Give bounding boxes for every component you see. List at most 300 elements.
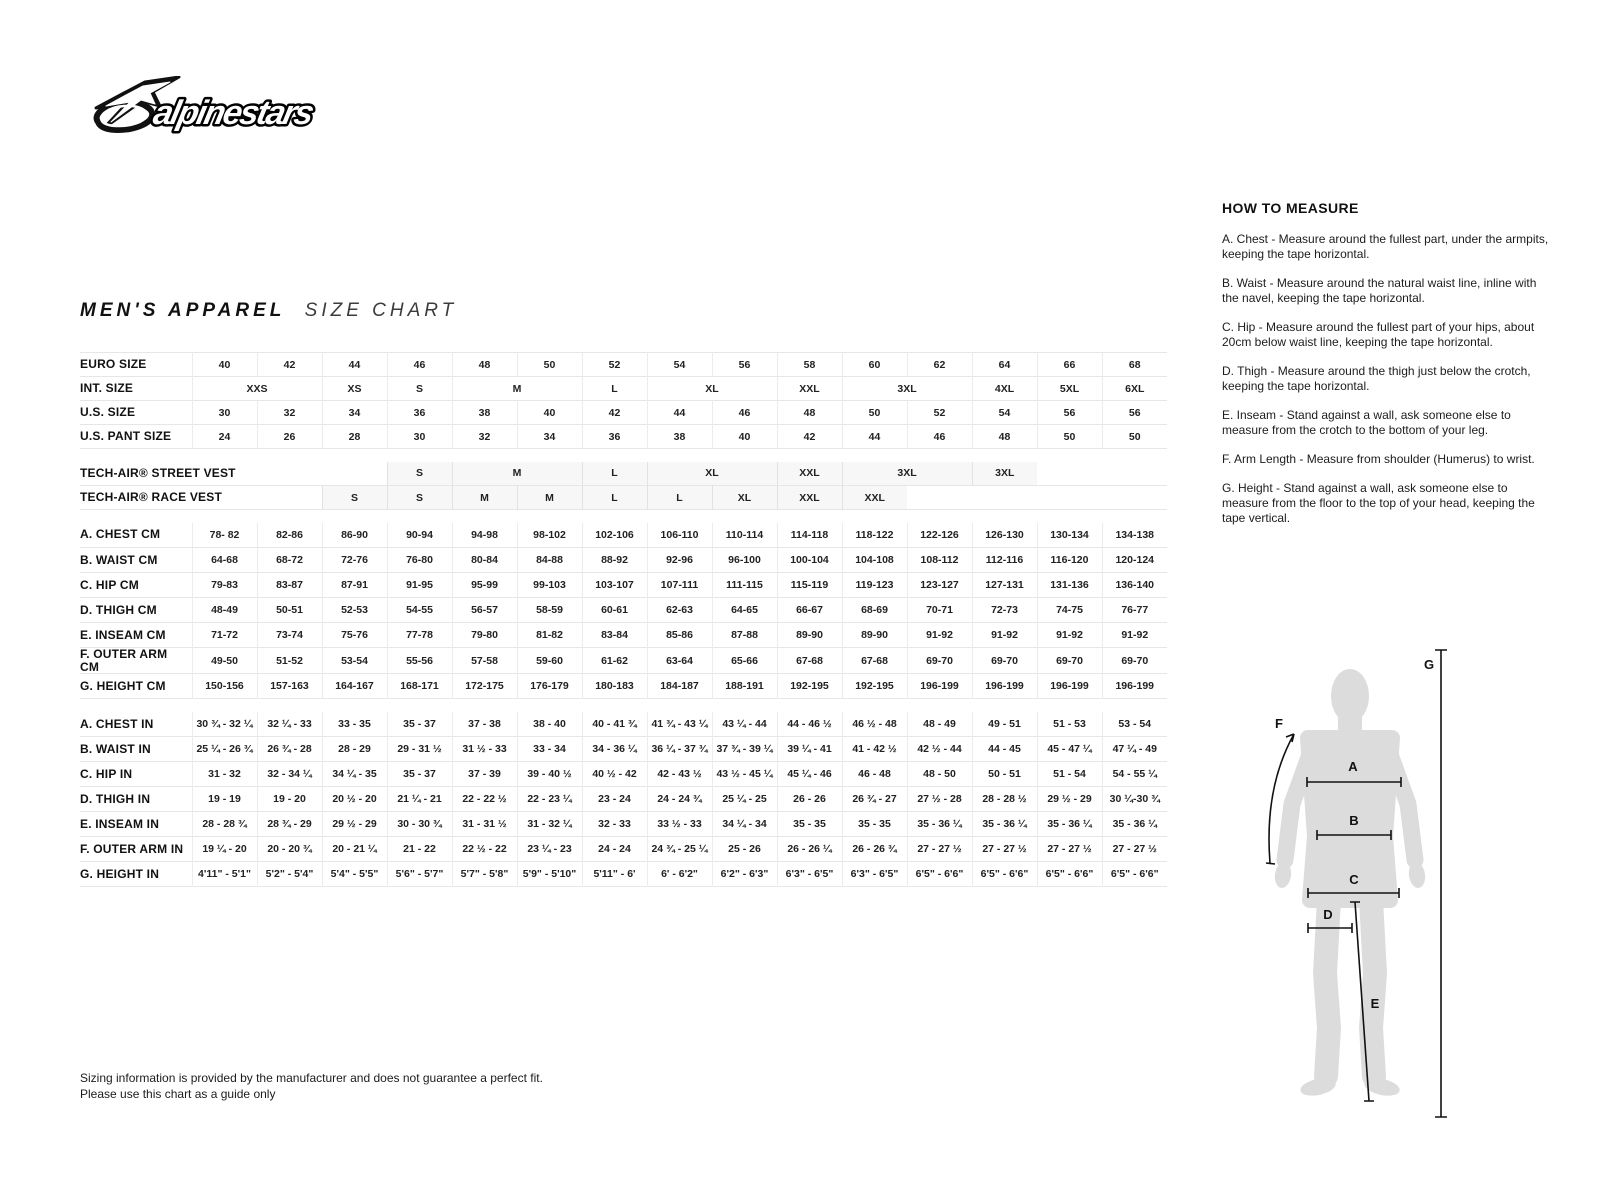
table-cell: 54 [647, 353, 712, 377]
table-cell: 73-74 [257, 623, 322, 648]
table-cell: 21 - 22 [387, 837, 452, 862]
table-cell: 108-112 [907, 548, 972, 573]
table-cell: L [582, 486, 647, 510]
measure-item-chest: A. Chest - Measure around the fullest part, under the armpits, keeping the tape horizontal. [1222, 232, 1549, 261]
table-cell: 46 [712, 401, 777, 425]
table-row [80, 462, 1167, 486]
table-cell: 59-60 [517, 648, 582, 674]
measure-item-hip: C. Hip - Measure around the fullest part of your hips, about 20cm below waist line, keeping the tape horizontal. [1222, 320, 1535, 349]
table-cell: 172-175 [452, 674, 517, 699]
table-cell: 46 ½ - 48 [842, 712, 907, 737]
table-cell: 116-120 [1037, 548, 1102, 573]
table-cell: 48-49 [192, 598, 257, 623]
table-cell: 46 [387, 353, 452, 377]
table-cell: 56 [1102, 401, 1167, 425]
table-cell: 150-156 [192, 674, 257, 699]
table-cell: 27 - 27 ½ [907, 837, 972, 862]
table-cell: 41 - 42 ½ [842, 737, 907, 762]
table-cell: 36 ¼ - 37 ¾ [647, 737, 712, 762]
row-label: E. INSEAM IN [80, 816, 160, 831]
table-cell: 34 [517, 425, 582, 449]
page-title [80, 300, 457, 322]
table-cell: 114-118 [777, 523, 842, 548]
table-cell: 35 - 35 [842, 812, 907, 837]
table-row [80, 548, 1167, 573]
row-label: TECH-AIR® STREET VEST [80, 465, 236, 480]
table-cell: S [387, 462, 452, 486]
table-cell: 45 - 47 ¼ [1037, 737, 1102, 762]
table-cell: 29 ½ - 29 [322, 812, 387, 837]
measure-item-height: G. Height - Stand against a wall, ask someone else to measure from the floor to the top of your head, keeping the tape vertical. [1222, 481, 1535, 525]
table-cell: 80-84 [452, 548, 517, 573]
row-label: U.S. PANT SIZE [80, 429, 172, 444]
table-cell: 42 [257, 353, 322, 377]
table-cell: 35 - 36 ¼ [972, 812, 1037, 837]
table-cell: 27 - 27 ½ [1037, 837, 1102, 862]
table-cell: 90-94 [387, 523, 452, 548]
size-chart-table-wrap [80, 352, 1180, 887]
table-cell: 42 [582, 401, 647, 425]
row-label: B. WAIST CM [80, 552, 158, 567]
table-cell: 126-130 [972, 523, 1037, 548]
table-cell: 45 ¼ - 46 [777, 762, 842, 787]
table-cell: 83-87 [257, 573, 322, 598]
table-cell: 28 - 28 ½ [972, 787, 1037, 812]
figure-label-hip: C [1349, 872, 1359, 887]
table-cell: 69-70 [972, 648, 1037, 674]
table-cell: 66 [1037, 353, 1102, 377]
table-cell: 34 [322, 401, 387, 425]
table-cell: 6'3" - 6'5" [777, 862, 842, 887]
table-cell: 157-163 [257, 674, 322, 699]
table-cell: 76-80 [387, 548, 452, 573]
table-cell: 28 [322, 425, 387, 449]
table-cell: 48 [972, 425, 1037, 449]
page-title-sub: SIZE CHART [304, 300, 458, 321]
table-cell: 4'11" - 5'1" [192, 862, 257, 887]
table-cell: 35 - 36 ¼ [1037, 812, 1102, 837]
table-cell: 5'11" - 6' [582, 862, 647, 887]
table-cell: 40 - 41 ¾ [582, 712, 647, 737]
table-cell: 119-123 [842, 573, 907, 598]
table-cell: 61-62 [582, 648, 647, 674]
table-cell: 75-76 [322, 623, 387, 648]
table-cell: 52 [582, 353, 647, 377]
table-cell: 42 [777, 425, 842, 449]
table-cell: 35 - 37 [387, 762, 452, 787]
table-cell: 72-73 [972, 598, 1037, 623]
table-cell: 21 ¼ - 21 [387, 787, 452, 812]
table-cell: 40 [192, 353, 257, 377]
table-cell: 66-67 [777, 598, 842, 623]
size-table [80, 352, 1167, 887]
row-label: INT. SIZE [80, 381, 134, 396]
table-cell: 65-66 [712, 648, 777, 674]
table-row [80, 787, 1167, 812]
table-cell: 27 - 27 ½ [1102, 837, 1167, 862]
table-cell: 28 - 28 ¾ [192, 812, 257, 837]
table-cell: 60-61 [582, 598, 647, 623]
table-cell: 60 [842, 353, 907, 377]
table-cell: 20 - 21 ¼ [322, 837, 387, 862]
table-cell: 87-91 [322, 573, 387, 598]
table-cell: 196-199 [1102, 674, 1167, 699]
table-cell: 51-52 [257, 648, 322, 674]
table-cell: 6'5" - 6'6" [907, 862, 972, 887]
table-cell: 49 - 51 [972, 712, 1037, 737]
table-cell: 184-187 [647, 674, 712, 699]
table-cell: 69-70 [1037, 648, 1102, 674]
table-cell: 68-72 [257, 548, 322, 573]
table-cell: 20 - 20 ¾ [257, 837, 322, 862]
table-cell: 35 - 36 ¼ [1102, 812, 1167, 837]
table-cell: 38 - 40 [517, 712, 582, 737]
table-cell: 26 - 26 ¾ [842, 837, 907, 862]
table-cell: 36 [582, 425, 647, 449]
table-cell: 53 - 54 [1102, 712, 1167, 737]
table-cell: 89-90 [777, 623, 842, 648]
figure-label-arm: F [1275, 716, 1283, 731]
table-cell: 92-96 [647, 548, 712, 573]
table-cell: 56-57 [452, 598, 517, 623]
table-cell: 24 ¾ - 25 ¼ [647, 837, 712, 862]
figure-label-chest: A [1348, 759, 1358, 774]
table-cell: 122-126 [907, 523, 972, 548]
table-cell: 52-53 [322, 598, 387, 623]
table-cell: 4XL [972, 377, 1037, 401]
table-cell: 192-195 [777, 674, 842, 699]
table-cell: 123-127 [907, 573, 972, 598]
table-cell: 36 [387, 401, 452, 425]
row-label: EURO SIZE [80, 357, 147, 372]
table-cell: 44 [647, 401, 712, 425]
table-cell: 51 - 53 [1037, 712, 1102, 737]
table-cell: 176-179 [517, 674, 582, 699]
row-label: F. OUTER ARM CM [80, 647, 168, 674]
body-figure-svg [1228, 628, 1562, 1144]
table-cell: 25 - 26 [712, 837, 777, 862]
table-cell: 91-92 [1102, 623, 1167, 648]
table-cell: 68-69 [842, 598, 907, 623]
disclaimer-line-1: Sizing information is provided by the manufacturer and does not guarantee a perfect fit. [80, 1071, 543, 1085]
table-cell: 88-92 [582, 548, 647, 573]
table-cell: 19 ¼ - 20 [192, 837, 257, 862]
disclaimer [80, 1070, 543, 1102]
table-cell: 28 ¾ - 29 [257, 812, 322, 837]
table-cell: 5'2" - 5'4" [257, 862, 322, 887]
table-cell: 6'2" - 6'3" [712, 862, 777, 887]
table-cell: 33 - 35 [322, 712, 387, 737]
table-cell: 38 [452, 401, 517, 425]
table-cell: 31 - 31 ½ [452, 812, 517, 837]
table-cell: 110-114 [712, 523, 777, 548]
table-row [80, 523, 1167, 548]
measure-item-inseam: E. Inseam - Stand against a wall, ask someone else to measure from the crotch to the bottom of your leg. [1222, 408, 1511, 437]
table-cell: 78- 82 [192, 523, 257, 548]
section-gap [80, 510, 1167, 523]
table-cell: XXL [777, 462, 842, 486]
table-cell: 32 [257, 401, 322, 425]
table-cell: 37 ¾ - 39 ¼ [712, 737, 777, 762]
table-cell: 83-84 [582, 623, 647, 648]
table-cell: 79-83 [192, 573, 257, 598]
table-cell: 44 [322, 353, 387, 377]
table-cell: 26 ¾ - 28 [257, 737, 322, 762]
table-cell: 82-86 [257, 523, 322, 548]
table-cell: 32 - 33 [582, 812, 647, 837]
table-cell: 33 - 34 [517, 737, 582, 762]
row-label: C. HIP IN [80, 766, 133, 781]
table-cell: 69-70 [1102, 648, 1167, 674]
table-row [80, 401, 1167, 425]
table-row [80, 762, 1167, 787]
table-cell: 32 ¼ - 33 [257, 712, 322, 737]
table-cell: 196-199 [907, 674, 972, 699]
table-cell: 196-199 [972, 674, 1037, 699]
table-cell: 48 [777, 401, 842, 425]
page-title-main: MEN'S APPAREL [80, 300, 286, 321]
table-cell: 35 - 35 [777, 812, 842, 837]
table-cell: 34 ¼ - 35 [322, 762, 387, 787]
table-cell: 6'5" - 6'6" [972, 862, 1037, 887]
table-cell: 24 - 24 ¾ [647, 787, 712, 812]
table-cell: 95-99 [452, 573, 517, 598]
table-cell: 37 - 39 [452, 762, 517, 787]
table-cell: 52 [907, 401, 972, 425]
table-cell: 104-108 [842, 548, 907, 573]
alpinestars-wordmark: alpinestars [150, 94, 316, 132]
table-cell: 5XL [1037, 377, 1102, 401]
table-cell: 33 ½ - 33 [647, 812, 712, 837]
table-row [80, 353, 1167, 377]
table-cell: 3XL [972, 462, 1037, 486]
table-cell: 54 [972, 401, 1037, 425]
table-cell: 44 - 45 [972, 737, 1037, 762]
table-cell: L [582, 462, 647, 486]
table-cell: 102-106 [582, 523, 647, 548]
table-cell: 25 ¼ - 26 ¾ [192, 737, 257, 762]
size-table-body [80, 353, 1167, 887]
table-cell: XL [647, 377, 777, 401]
table-cell: 43 ¼ - 44 [712, 712, 777, 737]
table-row [80, 623, 1167, 648]
measure-item-thigh: D. Thigh - Measure around the thigh just below the crotch, keeping the tape horizontal. [1222, 364, 1531, 393]
table-row [80, 812, 1167, 837]
table-cell: 76-77 [1102, 598, 1167, 623]
table-cell: 74-75 [1037, 598, 1102, 623]
table-row [80, 862, 1167, 887]
table-cell: 49-50 [192, 648, 257, 674]
table-cell: 3XL [842, 377, 972, 401]
table-cell: 100-104 [777, 548, 842, 573]
table-cell: 69-70 [907, 648, 972, 674]
table-cell: 192-195 [842, 674, 907, 699]
table-cell: 130-134 [1037, 523, 1102, 548]
table-cell: 39 - 40 ½ [517, 762, 582, 787]
row-label: A. CHEST IN [80, 716, 154, 731]
table-cell: 72-76 [322, 548, 387, 573]
row-label: A. CHEST CM [80, 527, 161, 542]
table-cell: 103-107 [582, 573, 647, 598]
table-cell: 28 - 29 [322, 737, 387, 762]
how-to-measure-heading: HOW TO MEASURE [1222, 200, 1359, 216]
table-cell: 30 ¾ - 32 ¼ [192, 712, 257, 737]
table-cell: 50 - 51 [972, 762, 1037, 787]
table-cell: 63-64 [647, 648, 712, 674]
row-label: C. HIP CM [80, 577, 139, 592]
table-cell: 55-56 [387, 648, 452, 674]
table-cell: 50 [842, 401, 907, 425]
how-to-measure-panel [1222, 200, 1552, 540]
table-row [80, 674, 1167, 699]
table-cell: 57-58 [452, 648, 517, 674]
table-cell: 30 ¼-30 ¾ [1102, 787, 1167, 812]
table-cell: 96-100 [712, 548, 777, 573]
table-cell: 5'9" - 5'10" [517, 862, 582, 887]
table-cell: 54 - 55 ¼ [1102, 762, 1167, 787]
table-cell: 81-82 [517, 623, 582, 648]
table-cell: 34 ¼ - 34 [712, 812, 777, 837]
table-cell: 99-103 [517, 573, 582, 598]
table-cell: 91-92 [907, 623, 972, 648]
table-cell: 56 [712, 353, 777, 377]
table-row [80, 837, 1167, 862]
table-cell: 6XL [1102, 377, 1167, 401]
measurement-figure [1228, 628, 1562, 1144]
table-cell: 79-80 [452, 623, 517, 648]
table-cell: 91-95 [387, 573, 452, 598]
table-cell: 24 [192, 425, 257, 449]
table-cell: 39 ¼ - 41 [777, 737, 842, 762]
table-cell: 5'6" - 5'7" [387, 862, 452, 887]
table-cell: 26 [257, 425, 322, 449]
table-cell: M [452, 377, 582, 401]
table-cell: M [452, 486, 517, 510]
table-row [80, 486, 1167, 510]
table-cell: S [387, 486, 452, 510]
row-label: E. INSEAM CM [80, 627, 166, 642]
table-cell: 86-90 [322, 523, 387, 548]
table-cell: XXL [777, 377, 842, 401]
table-cell: 87-88 [712, 623, 777, 648]
table-cell: 22 ½ - 22 [452, 837, 517, 862]
table-cell: 6'3" - 6'5" [842, 862, 907, 887]
table-cell: 91-92 [1037, 623, 1102, 648]
table-cell: XXL [842, 486, 907, 510]
row-label: TECH-AIR® RACE VEST [80, 490, 222, 505]
table-cell: 94-98 [452, 523, 517, 548]
table-cell: M [517, 486, 582, 510]
table-cell: 42 - 43 ½ [647, 762, 712, 787]
figure-label-waist: B [1349, 813, 1359, 828]
table-cell: 3XL [842, 462, 972, 486]
table-cell: 40 [517, 401, 582, 425]
table-cell: L [647, 486, 712, 510]
table-cell: M [452, 462, 582, 486]
table-cell: XL [647, 462, 777, 486]
table-cell: 22 - 23 ¼ [517, 787, 582, 812]
alpinestars-logo-svg [84, 76, 354, 156]
table-cell: 23 - 24 [582, 787, 647, 812]
table-cell: 26 - 26 [777, 787, 842, 812]
alpinestars-logo [84, 76, 354, 156]
table-cell: 84-88 [517, 548, 582, 573]
table-row [80, 598, 1167, 623]
disclaimer-line-2: Please use this chart as a guide only [80, 1087, 276, 1101]
table-cell: 30 [387, 425, 452, 449]
table-cell: 85-86 [647, 623, 712, 648]
table-cell: 62-63 [647, 598, 712, 623]
table-cell: 29 - 31 ½ [387, 737, 452, 762]
row-label: D. THIGH CM [80, 602, 157, 617]
table-cell: 46 [907, 425, 972, 449]
table-cell: 40 [712, 425, 777, 449]
table-cell: L [582, 377, 647, 401]
table-cell: 19 - 19 [192, 787, 257, 812]
table-cell: 26 - 26 ¼ [777, 837, 842, 862]
table-cell: 6'5" - 6'6" [1037, 862, 1102, 887]
table-cell: 20 ½ - 20 [322, 787, 387, 812]
row-label: G. HEIGHT CM [80, 678, 166, 693]
table-cell: 23 ¼ - 23 [517, 837, 582, 862]
table-cell: 48 [452, 353, 517, 377]
table-cell: 48 - 49 [907, 712, 972, 737]
table-cell: 27 - 27 ½ [972, 837, 1037, 862]
table-cell: 37 - 38 [452, 712, 517, 737]
table-cell: 6' - 6'2" [647, 862, 712, 887]
table-cell: 35 - 37 [387, 712, 452, 737]
table-cell: XS [322, 377, 387, 401]
table-cell: 5'7" - 5'8" [452, 862, 517, 887]
section-gap [80, 699, 1167, 712]
table-cell: 50 [517, 353, 582, 377]
table-cell: 6'5" - 6'6" [1102, 862, 1167, 887]
table-cell: 31 - 32 ¼ [517, 812, 582, 837]
table-cell: 106-110 [647, 523, 712, 548]
table-cell: 50 [1037, 425, 1102, 449]
table-cell: 58 [777, 353, 842, 377]
table-row [80, 648, 1167, 674]
table-cell: 24 - 24 [582, 837, 647, 862]
table-cell: 91-92 [972, 623, 1037, 648]
table-cell: 30 [192, 401, 257, 425]
table-cell: 38 [647, 425, 712, 449]
table-cell: 30 - 30 ¾ [387, 812, 452, 837]
table-cell: 134-138 [1102, 523, 1167, 548]
table-row [80, 573, 1167, 598]
table-row [80, 377, 1167, 401]
table-cell: 168-171 [387, 674, 452, 699]
row-label: D. THIGH IN [80, 791, 151, 806]
measure-item-arm: F. Arm Length - Measure from shoulder (Humerus) to wrist. [1222, 452, 1535, 466]
table-cell: 64 [972, 353, 1037, 377]
table-cell: 51 - 54 [1037, 762, 1102, 787]
table-cell: 43 ½ - 45 ¼ [712, 762, 777, 787]
table-row [80, 712, 1167, 737]
measure-item-waist: B. Waist - Measure around the natural waist line, inline with the navel, keeping the tape horizontal. [1222, 276, 1537, 305]
table-row [80, 425, 1167, 449]
table-cell: S [387, 377, 452, 401]
table-cell: 53-54 [322, 648, 387, 674]
table-cell: 120-124 [1102, 548, 1167, 573]
row-label: U.S. SIZE [80, 405, 136, 420]
table-cell: 68 [1102, 353, 1167, 377]
table-cell: 25 ¼ - 25 [712, 787, 777, 812]
table-cell: 98-102 [517, 523, 582, 548]
blank-cell [1037, 462, 1167, 486]
section-gap [80, 449, 1167, 462]
table-cell: 89-90 [842, 623, 907, 648]
